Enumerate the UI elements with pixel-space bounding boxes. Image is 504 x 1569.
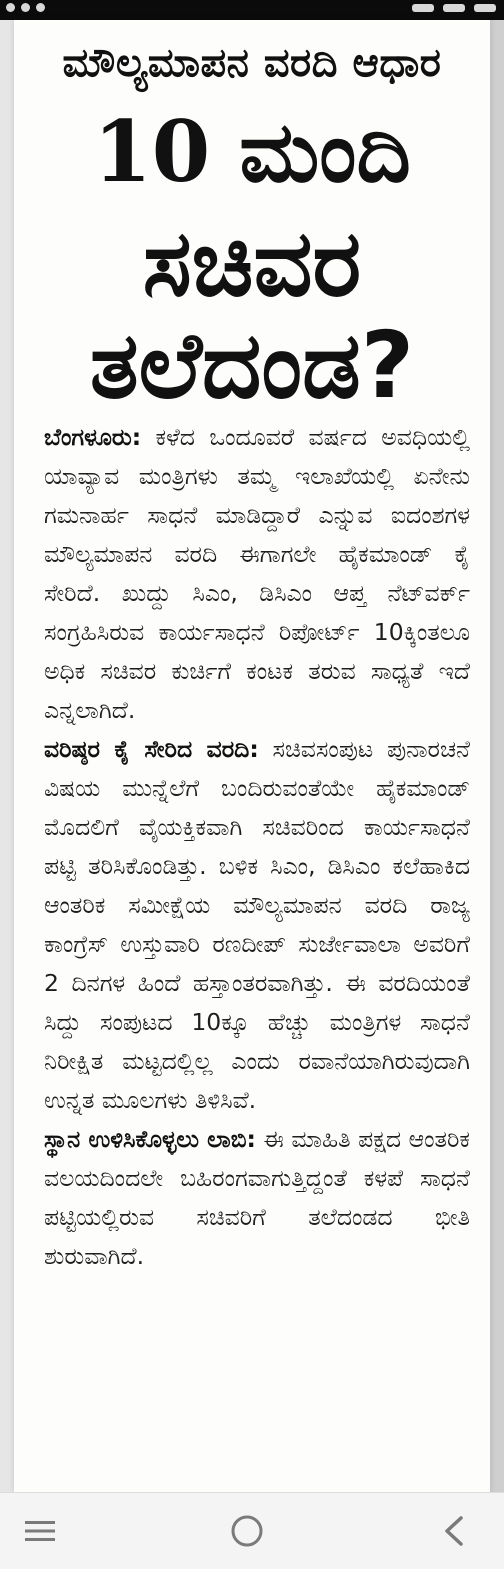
headline-line-2: ಸಚಿವರ <box>142 210 362 317</box>
notification-icon <box>6 3 15 12</box>
battery-icon <box>474 4 496 12</box>
article-kicker: ಮೌಲ್ಯಮಾಪನ ವರದಿ ಆಧಾರ <box>62 40 442 86</box>
back-chevron-icon[interactable] <box>414 1493 494 1569</box>
photo-background-right <box>490 20 504 1492</box>
article-paragraph <box>44 730 470 1120</box>
wifi-icon <box>443 4 465 12</box>
paragraph-text: ಕಳೆದ ಒಂದೂವರೆ ವರ್ಷದ ಅವಧಿಯಲ್ಲಿ ಯಾವ್ಯಾವ ಮಂತ್ರಿಗಳು ತಮ್ಮ ಇಲಾಖೆಯಲ್ಲಿ ಏನೇನು ಗಮನಾರ್ಹ ಸಾಧನೆ ಮಾಡಿದ್ದಾರೆ ಎನ್ನುವ ಐದಂಶಗಳ ಮೌಲ್ಯಮಾಪನ ವರದಿ ಈಗಾಗಲೇ ಹೈಕಮಾಂಡ್ ಕೈ ಸೇರಿದೆ. ಖುದ್ದು ಸಿಎಂ, ಡಿಸಿಎಂ ಆಪ್ತ ನೆಟ್‌ವರ್ಕ್ ಸಂಗ್ರಹಿಸಿರುವ ಕಾರ್ಯಸಾಧನೆ ರಿಪೋರ್ಟ್ 10ಕ್ಕಿಂತಲೂ ಅಧಿಕ ಸಚಿವರ ಕುರ್ಚಿಗೆ ಕಂಟಕ ತರುವ ಸಾಧ್ಯತೆ ಇದೆ ಎನ್ನಲಾಗಿದೆ. <box>44 423 470 724</box>
notification-icon <box>36 3 45 12</box>
headline-line-3: ತಲೆದಂಡ? <box>89 312 415 419</box>
paragraph-lead: ಬೆಂಗಳೂರು: <box>44 423 142 451</box>
notification-icons <box>6 3 45 12</box>
paragraph-text: ಸಚಿವಸಂಪುಟ ಪುನಾರಚನೆ ವಿಷಯ ಮುನ್ನೆಲೆಗೆ ಬಂದಿರುವಂತೆಯೇ ಹೈಕಮಾಂಡ್ ಮೊದಲಿಗೆ ವೈಯಕ್ತಿಕವಾಗಿ ಸಚಿವರಿಂದ ಕಾರ್ಯಸಾಧನೆ ಪಟ್ಟಿ ತರಿಸಿಕೊಂಡಿತ್ತು. ಬಳಿಕ ಸಿಎಂ, ಡಿಸಿಎಂ ಕಲೆಹಾಕಿದ ಆಂತರಿಕ ಸಮೀಕ್ಷೆಯ ಮೌಲ್ಯಮಾಪನ ವರದಿ ರಾಜ್ಯ ಕಾಂಗ್ರೆಸ್ ಉಸ್ತುವಾರಿ ರಣದೀಪ್ ಸುರ್ಜೇವಾಲಾ ಅವರಿಗೆ 2 ದಿನಗಳ ಹಿಂದೆ ಹಸ್ತಾಂತರವಾಗಿತ್ತು. ಈ ವರದಿಯಂತೆ ಸಿದ್ದು ಸಂಪುಟದ 10ಕ್ಕೂ ಹೆಚ್ಚು ಮಂತ್ರಿಗಳ ಸಾಧನೆ ನಿರೀಕ್ಷಿತ ಮಟ್ಟದಲ್ಲಿಲ್ಲ ಎಂದು ರವಾನೆಯಾಗಿರುವುದಾಗಿ ಉನ್ನತ ಮೂಲಗಳು ತಿಳಿಸಿವೆ. <box>44 735 470 1114</box>
signal-icon <box>412 4 434 12</box>
home-circle-icon[interactable] <box>207 1493 287 1569</box>
article-body <box>44 418 470 1276</box>
article-paragraph <box>44 418 470 730</box>
android-navigation-bar <box>0 1492 504 1569</box>
status-bar <box>0 0 504 20</box>
photo-background-left <box>0 20 14 1492</box>
article-paragraph <box>44 1120 470 1276</box>
newspaper-clipping <box>14 20 490 1492</box>
paragraph-lead: ಸ್ಥಾನ ಉಳಿಸಿಕೊಳ್ಳಲು ಲಾಬಿ: <box>44 1125 256 1153</box>
headline-line-1: 10 ಮಂದಿ <box>93 102 411 201</box>
system-icons <box>412 4 496 12</box>
paragraph-lead: ವರಿಷ್ಠರ ಕೈ ಸೇರಿದ ವರದಿ: <box>44 735 259 763</box>
notification-icon <box>21 3 30 12</box>
paragraph-text: ಈ ಮಾಹಿತಿ ಪಕ್ಷದ ಆಂತರಿಕ ವಲಯದಿಂದಲೇ ಬಹಿರಂಗವಾಗುತ್ತಿದ್ದಂತೆ ಕಳಪೆ ಸಾಧನೆ ಪಟ್ಟಿಯಲ್ಲಿರುವ ಸಚಿವರಿಗೆ ತಲೆದಂಡದ ಭೀತಿ ಶುರುವಾಗಿದೆ. <box>44 1125 470 1270</box>
menu-icon[interactable] <box>0 1493 80 1569</box>
